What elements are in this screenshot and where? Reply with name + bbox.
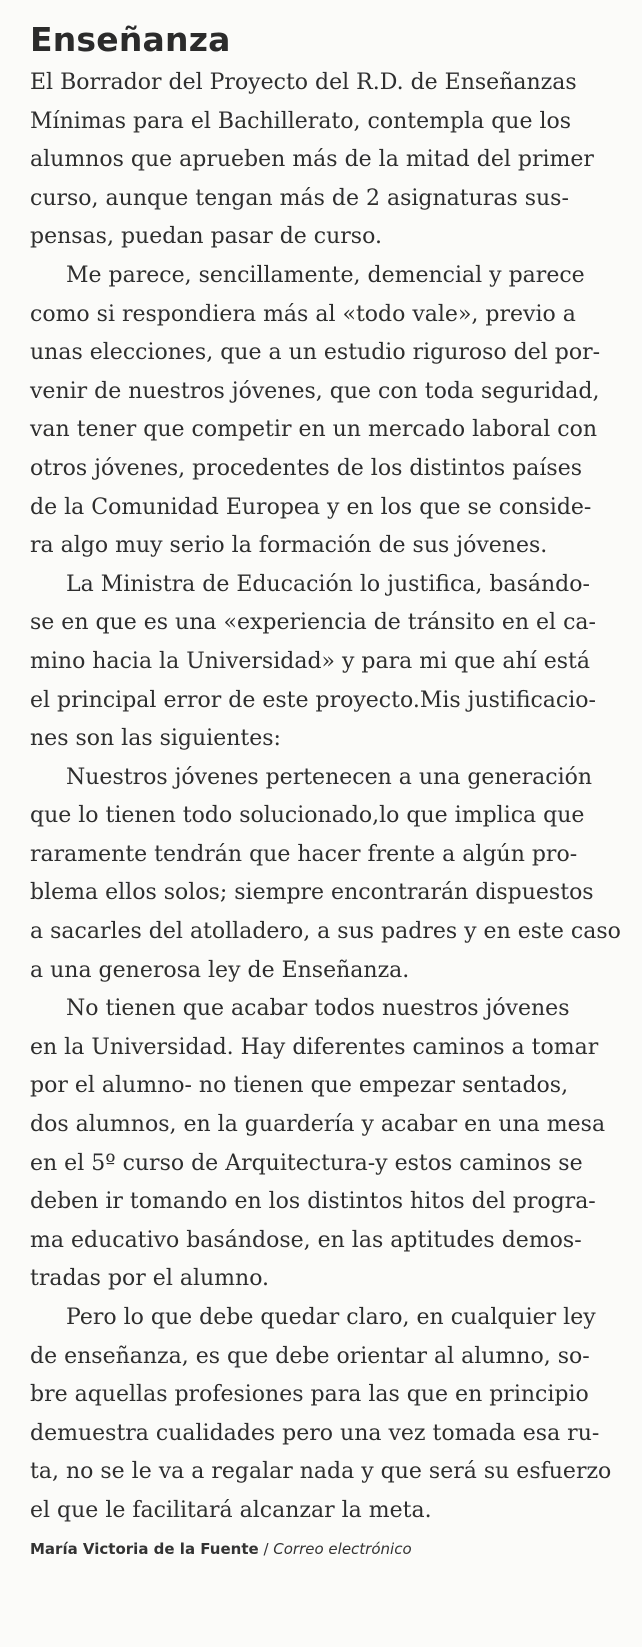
signature [30,1537,590,1561]
paragraph-6 [30,1299,612,1531]
text-line: tradas por el alumno. [30,1266,270,1292]
paragraph-4 [30,759,621,991]
text-line: El Borrador del Proyecto del R.D. de Enseñanzas [30,70,577,95]
text-line: alumnos que aprueben más de la mitad del primer [30,147,594,173]
paragraph-3 [30,566,596,759]
author-name: María Victoria de la Fuente [30,1539,259,1558]
text-line: nes son las siguientes: [30,726,281,752]
text-line: Me parece, sencillamente, demencial y parece [66,262,585,288]
text-line: ma educativo basándose, en las aptitudes demos- [30,1227,582,1253]
text-line: Pero lo que debe quedar claro, en cualquier ley [66,1305,596,1330]
text-line: por el alumno- no tienen que empezar sentados, [30,1073,569,1099]
text-line: a una generosa ley de Enseñanza. [30,957,410,983]
text-line: a sacarles del atolladero, a sus padres y en este caso [30,919,621,945]
text-line: mino hacia la Universidad» y para mi que ahí está [30,648,590,674]
text-line: No tienen que acabar todos nuestros jóvenes [66,996,570,1022]
text-line: bre aquellas profesiones para las que en principio [30,1382,589,1408]
text-line: el principal error de este proyecto.Mis justificacio- [30,687,596,713]
text-line: se en que es una «experiencia de tránsito en el ca- [30,610,596,636]
text-line: ra algo muy serio la formación de sus jóvenes. [30,533,548,559]
text-line: Mínimas para el Bachillerato, contempla que los [30,108,572,134]
text-line: de la Comunidad Europea y en los que se conside- [30,494,592,520]
text-line: La Ministra de Educación lo justifica, basándo- [66,571,590,597]
article-title: Enseñanza [30,20,231,59]
paragraph-1 [30,64,594,257]
author-source: Correo electrónico [273,1539,412,1558]
paragraph-5 [30,990,606,1299]
text-line: unas elecciones, que a un estudio riguroso del por- [30,340,601,366]
text-line: dos alumnos, en la guardería y acabar en una mesa [30,1112,606,1138]
text-line: raramente tendrán que hacer frente a algún pro- [30,841,578,867]
text-line: ta, no se le va a regalar nada y que será su esfuerzo [30,1459,612,1485]
text-line: blema ellos solos; siempre encontrarán dispuestos [30,880,594,906]
text-line: curso, aunque tengan más de 2 asignaturas sus- [30,185,569,211]
letter-article [30,18,621,1561]
text-line: en el 5º curso de Arquitectura-y estos caminos se [30,1150,583,1176]
text-line: Nuestros jóvenes pertenecen a una generación [66,764,593,790]
signature-separator: / [258,1539,274,1558]
text-line: deben ir tomando en los distintos hitos del progra- [30,1189,596,1215]
text-line: van tener que competir en un mercado laboral con [30,417,597,443]
text-line: el que le facilitará alcanzar la meta. [30,1497,432,1523]
text-line: en la Universidad. Hay diferentes caminos a tomar [30,1034,599,1060]
text-line: que lo tienen todo solucionado,lo que implica que [30,803,585,829]
text-line: demuestra cualidades pero una vez tomada esa ru- [30,1420,600,1446]
text-line: pensas, puedan pasar de curso. [30,224,382,250]
text-line: otros jóvenes, procedentes de los distintos países [30,455,583,481]
text-line: como si respondiera más al «todo vale», previo a [30,301,576,327]
paragraph-2 [30,257,601,566]
text-line: de enseñanza, es que debe orientar al alumno, so- [30,1343,590,1369]
text-line: venir de nuestros jóvenes, que con toda seguridad, [30,378,600,404]
